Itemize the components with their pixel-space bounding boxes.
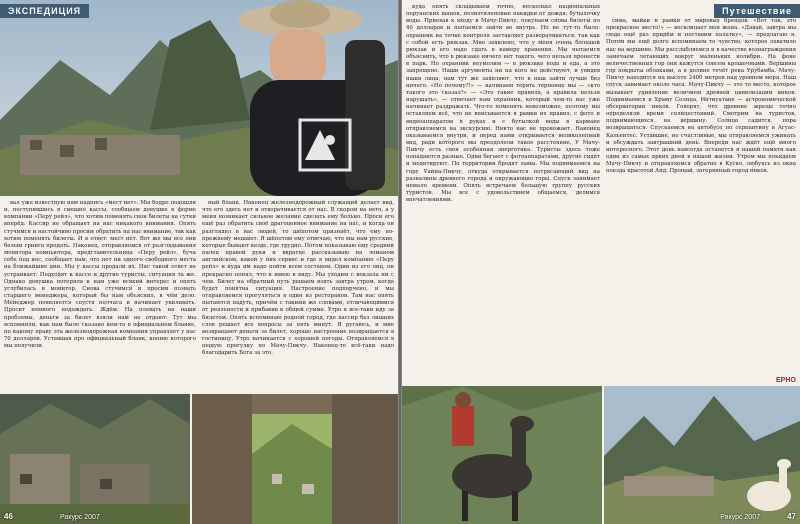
right-page	[402, 0, 800, 524]
page-number-right: 47	[787, 512, 796, 521]
left-text-column-2	[202, 200, 394, 394]
left-page	[0, 0, 398, 524]
left-text-column-1	[4, 200, 196, 394]
hero-photo-image	[0, 0, 398, 196]
page-number-left: 46	[4, 512, 13, 521]
section-tag-left: ЭКСПЕДИЦИЯ	[0, 4, 89, 18]
author-mark-text: ЕРНО	[776, 377, 796, 384]
llama-woman-image	[402, 386, 602, 524]
machu-picchu-panorama-photo	[604, 386, 800, 524]
hero-photo-traveler	[0, 0, 398, 196]
ruins-doorway-image	[192, 394, 398, 524]
right-col1-paragraph: куда опять складываем точно, несколько национальных перуанских шапок, полиэтиленовые накидки от дождя, бутылочку воды. Приехав к входу в Мачу-Пикчу, покупаем снова билеты по 40 долларов и пытаемся зайти во внутрь. Но не тут-то было: охранник на точке контроля заставляет разворачиваться, так как с собой есть рюкзак. Мне заявлено, что у меня очень большой рюкзак и его надо сдать в камеру хранения. Мы пытаемся объяснить, что в рюкзаке ничего нет такого, чего нельзя пронести в парк. Но охранник неумолим — в рюкзаке вода и еда, а это запрещено. Наши аргументы ни на кого не действуют, и увидев наши лица, нам тут же заявляют, что в наш зайти лучше без ничего. «Но почему?!» — начинаем терять терпение мы — «кто такого это сказал?» — «Это такие правила, а правила нельзя нарушать», — отвечает нам охранник, который чем-то нас уже начинает раздражать. Что-то поменять невозможно, поэтому мы оставляем всё, что не вписывается в рамки их правил, с фото и видеоаппаратом в руках и с бутылкой воды в кармане отправляемся на экскурсию. Никто нас не провожает. Наконец оказываемся внутри, и перед нами открывается великолепный вид, ради которого мы преодолели такое расстояние. У Мачу-Пикчу есть своя особенная энергетика. Туристы здесь тоже попадаются разные. Одни бегают с фотоаппаратами, другие сидят и медитируют. По территории бродят ламы. Мы поднимаемся на гору Уайна-Пикчу, откуда открывается потрясающий вид на развалины древнего города и окружающие горы. Спуск занимает немало времени. Опять встречаем большую группу русских туристов. Мы все с удовольствием общаемся, делимся впечатлениями.	[406, 4, 600, 204]
ruins-photo-1-image	[0, 394, 190, 524]
author-mark	[776, 376, 796, 384]
llama-woman-photo	[402, 386, 602, 524]
brand-right: Ракурс 2007	[720, 514, 760, 521]
ruins-photo-1	[0, 394, 190, 524]
right-text-column-1	[406, 4, 600, 384]
right-col2-paragraph: сима, майки и рамки от мировых брендов. «Вот так, это прекрасное место!» — восклицает моя жена. «Давай, завтра мы сюда ещё раз придём и поставим палатку», — предлагаю я. Потом мы ещё долго вспоминаем то чувство, которое охватило нас на вершине. Мы расслабляемся и в качестве вознаграждения замечаем летающих вокруг маленьких колибри. На фоне величественных гор они кажутся совсем крошечными. Вершины гор покрыты облаками, а в долине течёт река Урубамба. Мачу-Пикчу находится на высоте 2400 метров над уровнем моря. Наш спуск занимает около часа. Мачу-Пикчу — это то место, которое вызывает удивление величием древней цивилизации инков. Поднимаемся к Храму Солнца, Интиуатане — астрономической обсерватории инков. Говорят, что древние жрецы точно определяли время солнцестояний. Смотрим на туристов, поднимающихся на вершину. Солнце садится, пора возвращаться. Спускаемся на автобусе по серпантину в Агуас-Кальентес. Уставшие, но счастливые, мы отправляемся ужинать и обсуждать завтрашний день. Впереди нас ждёт ещё много интересного. Этот день навсегда останется в нашей памяти как один из самых ярких дней в нашей жизни. Утром мы покидаем Мачу-Пикчу и отправляемся обратно в Куско, любуясь из окна поезда красотой Анд. Прощай, затерянный город инков.	[606, 18, 796, 175]
machu-picchu-panorama-image	[604, 386, 800, 524]
right-text-column-2	[606, 18, 796, 384]
left-col2-paragraph: ный бланк. Наконец железнодорожный служащий делает вид, что его здесь нет и отворачивается от нас. В скором на него, а у меня возникает сильное желание сделать ему больно. Проси его ещё раз обратить своё драгоценное внимание на нас, и когда он разглядел в нас людей, то шёпотом признаёт, что ему по-прежнему мешают. Я шёпотом ему отвечаю, что мы нам русские, которые бывают везде, где трудно. Потом показываю ему средний палец правой руки и вкратце рассказываю на ломаном английском, какой у них сервис и где я видел компанию «Перу рейл» и куда им надо пойти всем составом. Один из его лиц, он прекрасно понял, что я имею в виду. Мы уходим с вокзала ни с чем. Билет на обратный путь решаем взять завтра утром, когда будет понятна ситуация. Настроение подпорчено, и мы отправляемся прогуляться в один из ресторанов. Там нас опять пытаются надуть, причём с такими же словами, отличающимися от реальности и прибавив к общей сумме. Утро я все-таки иду за билетом. Опять вспоминаю родной город, где кассир без лишних слов решает все вопросы за пять минут. Я ругаюсь, и мне возвращают деньги за билет, хорошо настроение возвращается в гостиницу. Утро начинается с хорошей погоды. Отправляемся в пешую прогулку по Мачу-Пикчу. Наконец-то всё-таки надо благодарить Бога за это.	[202, 200, 394, 357]
ruins-doorway-photo	[192, 394, 398, 524]
brand-left: Ракурс 2007	[60, 514, 100, 521]
left-col1-paragraph: вал уже известную нам надпись «мест нет». Мы бодро подошли и, поступившись в смешно кассы, сообщаем девушке в форме компании «Перу рейл», что хотим поменять свои билеты на сутки вперёд. Кассир не обращает на нас никакого внимания. Опять стучимся и настойчиво просим обратить на нас внимание, так как хотим поменять билеты. И в ответ: мест нет. Вот же мы все они белым гринго продать. Наконец, отправляемся от разглядывания монитора компьютера, представительница «Перу рейл», буча себе под нос, сообщает нам, что нет ни одного свободного места на ближайшие дни. Мы у кассы продали их. Нас такой ответ не устраивает. Подходят к кассе и другие туристы, ситуация та же. Однако девушка потеряла к нам уже всякий интерес и опять углубилась в монитор. Снова стучимся и просим позвать старшего менеджера, который бы нам объяснил, в чём дело. Менеджер появляется спустя полчаса и начинает увиливать. Просит немного подождать. Ждём. На плевать на наши проблемы, деньги за билет взяли нам не отдают. Тут мы вспомнили, как нам было сказано кем-то в официальном бланке, по какому праву эта железнодорожная компания управляет у нас 70 долларов. Уставшая про официальный бланк, копию которого мы получили.	[4, 200, 196, 350]
section-tag-right: Путешествие	[714, 4, 800, 18]
